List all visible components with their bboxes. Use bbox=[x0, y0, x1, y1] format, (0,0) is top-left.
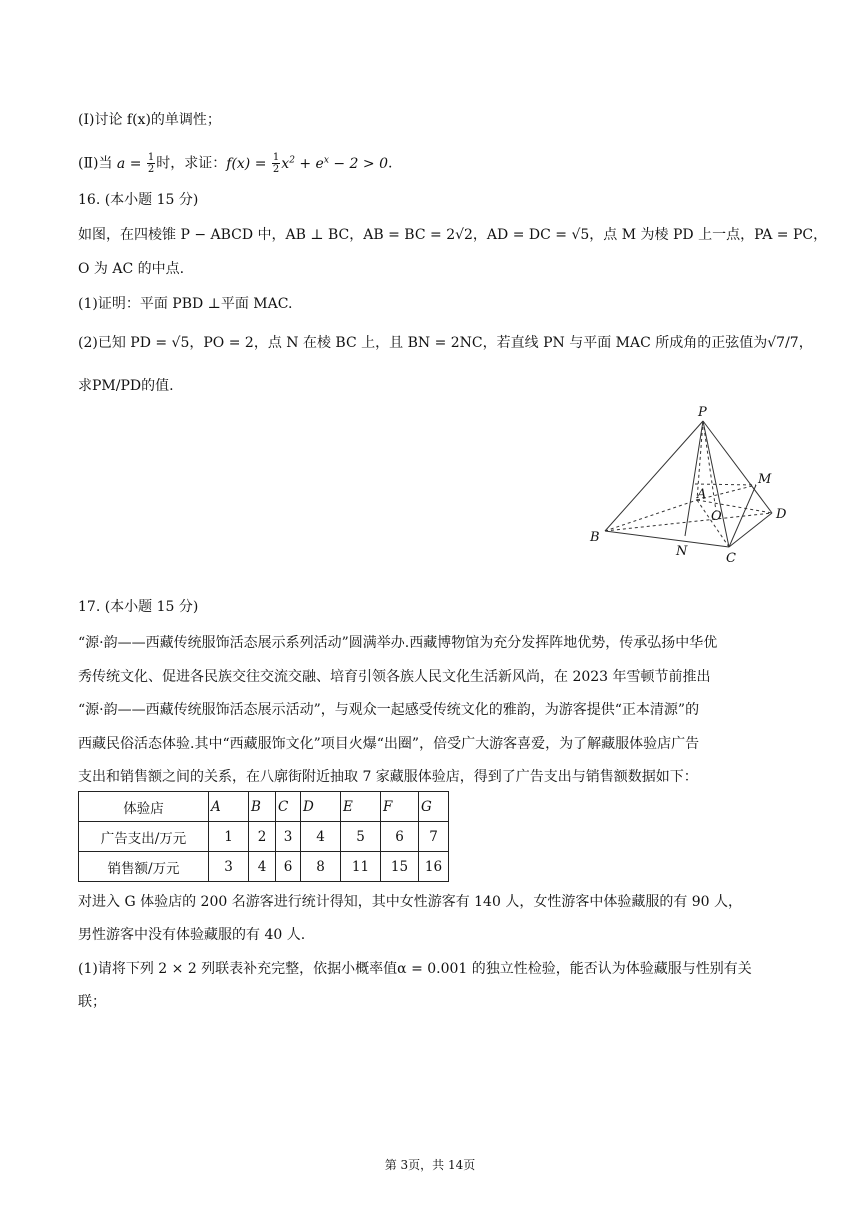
q16-line2: O 为 AC 的中点. bbox=[78, 261, 185, 277]
table-header-cell: G bbox=[419, 792, 449, 822]
q15-part2-prefix: (Ⅱ)当 bbox=[78, 155, 113, 172]
pyramid-figure bbox=[584, 402, 796, 568]
table-cell: 4 bbox=[301, 822, 341, 852]
label-c: C bbox=[726, 551, 736, 566]
q15-part2-mid: 时，求证： bbox=[156, 155, 227, 172]
q16-part1: (1)证明：平面 PBD ⊥平面 MAC. bbox=[78, 296, 293, 312]
table-cell: 2 bbox=[249, 822, 276, 852]
label-d: D bbox=[776, 507, 787, 522]
q17-part1-0: (1)请将下列 2 × 2 列联表补充完整，依据小概率值α = 0.001 的独立性检验，能否认为体验藏服与性别有关 bbox=[78, 961, 752, 977]
table-cell: 4 bbox=[249, 852, 276, 882]
table-cell: 5 bbox=[341, 822, 381, 852]
table-cell: 6 bbox=[276, 852, 301, 882]
label-b: B bbox=[590, 530, 600, 545]
table-cell: 8 bbox=[301, 852, 341, 882]
q17-part1-1: 联； bbox=[78, 994, 106, 1010]
label-n: N bbox=[676, 544, 688, 559]
table-cell: 7 bbox=[419, 822, 449, 852]
q16-line1: 如图，在四棱锥 P − ABCD 中，AB ⊥ BC，AB = BC = 2√2，AD = DC = √5，点 M 为棱 PD 上一点，PA = PC， bbox=[78, 227, 828, 243]
q17-para-1: 秀传统文化、促进各民族交往交流交融、培育引领各族人民文化生活新风尚，在 2023 年雪顿节前推出 bbox=[78, 669, 711, 685]
q17-after-0: 对进入 G 体验店的 200 名游客进行统计得知，其中女性游客有 140 人，女性游客中体验藏服的有 90 人， bbox=[78, 894, 743, 910]
table-cell: 1 bbox=[209, 822, 249, 852]
table-header-cell: C bbox=[276, 792, 301, 822]
table-cell: 销售额/万元 bbox=[79, 852, 209, 882]
table-header-cell: E bbox=[341, 792, 381, 822]
q15-part2-expression: f(x) = $\frac{1}{2}$ $x^2 + e^x - 2 > 0$ bbox=[226, 152, 388, 176]
label-a: A bbox=[697, 487, 707, 502]
q15-part2-condition: a = $\frac{1}{2}$ bbox=[116, 152, 155, 176]
label-m: M bbox=[758, 472, 772, 487]
table-header-cell: 体验店 bbox=[79, 792, 209, 822]
ad-sales-table bbox=[78, 791, 449, 882]
table-cell: 3 bbox=[209, 852, 249, 882]
q16-part2: (2)已知 PD = √5，PO = 2，点 N 在棱 BC 上，且 BN = 2NC，若直线 PN 与平面 MAC 所成角的正弦值为√7/7， bbox=[78, 335, 813, 351]
table-header-cell: A bbox=[209, 792, 249, 822]
table-cell: 广告支出/万元 bbox=[79, 822, 209, 852]
q16-part2-end: 求PM/PD的值. bbox=[78, 378, 174, 394]
label-o: O bbox=[711, 509, 722, 524]
q17-para-4: 支出和销售额之间的关系，在八廓街附近抽取 7 家藏服体验店，得到了广告支出与销售额数据如下： bbox=[78, 769, 698, 785]
q17-para-0: “源·韵——西藏传统服饰活态展示系列活动”圆满举办.西藏博物馆为充分发挥阵地优势，传承弘扬中华优 bbox=[78, 635, 718, 651]
table-header-cell: B bbox=[249, 792, 276, 822]
q17-para-3: 西藏民俗活态体验.其中“西藏服饰文化”项目火爆“出圈”，倍受广大游客喜爱，为了解藏服体验店广告 bbox=[78, 736, 700, 752]
q15-part2-end: . bbox=[388, 155, 393, 172]
table-cell: 11 bbox=[341, 852, 381, 882]
q15-part1: (Ⅰ)讨论 f(x)的单调性； bbox=[78, 112, 221, 128]
label-p: P bbox=[698, 405, 707, 420]
q17-para-2: “源·韵——西藏传统服饰活态展示活动”，与观众一起感受传统文化的雅韵，为游客提供“正本清源”的 bbox=[78, 702, 700, 718]
q15-part2 bbox=[78, 150, 392, 175]
table-cell: 3 bbox=[276, 822, 301, 852]
q17-after-1: 男性游客中没有体验藏服的有 40 人. bbox=[78, 927, 306, 943]
q16-header: 16. (本小题 15 分) bbox=[78, 192, 199, 208]
page-footer: 第 3页，共 14页 bbox=[384, 1158, 476, 1172]
table-cell: 16 bbox=[419, 852, 449, 882]
table-cell: 15 bbox=[381, 852, 419, 882]
table-header-row bbox=[79, 792, 449, 822]
table-header-cell: D bbox=[301, 792, 341, 822]
table-row bbox=[79, 852, 449, 882]
table-row bbox=[79, 822, 449, 852]
table-header-cell: F bbox=[381, 792, 419, 822]
table-cell: 6 bbox=[381, 822, 419, 852]
q17-header: 17. (本小题 15 分) bbox=[78, 599, 199, 615]
